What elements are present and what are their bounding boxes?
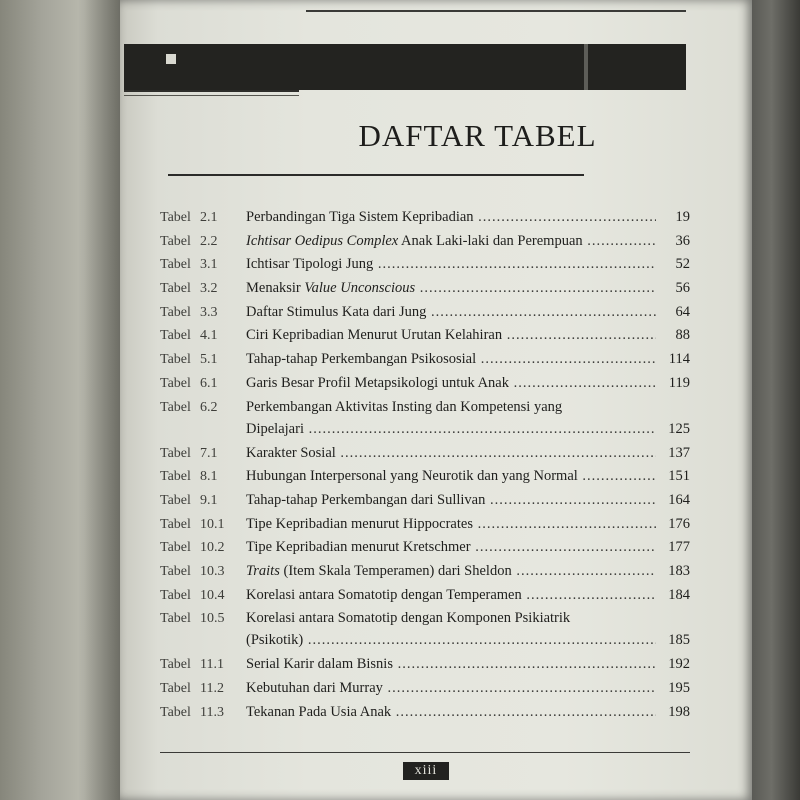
entry-title-line2: (Psikotik) ..... [246, 629, 656, 653]
entry-title-line1: Korelasi antara Somatotip dengan Komponen Psikiatrik [246, 610, 571, 627]
entry-label: Tabel [160, 587, 191, 603]
entry-page: 177 [668, 539, 690, 556]
entry-page: 185 [668, 632, 690, 649]
header-rule [306, 10, 686, 12]
title-rule [168, 174, 584, 176]
entry-title: Menaksir Value Unconscious ..... [246, 277, 656, 301]
entry-number: 5.1 [200, 352, 218, 368]
entry-page: 198 [668, 703, 690, 720]
chapter-banner [124, 44, 686, 90]
list-item [160, 301, 690, 325]
entry-page: 52 [675, 256, 690, 273]
entry-page: 151 [668, 468, 690, 485]
entry-number: 7.1 [200, 445, 218, 461]
entry-label: Tabel [160, 281, 191, 297]
entry-page: 125 [668, 420, 690, 437]
entry-title: Hubungan Interpersonal yang Neurotik dan yang Normal ..... [246, 465, 656, 489]
list-item [160, 230, 690, 254]
entry-label: Tabel [160, 233, 191, 249]
entry-title: Korelasi antara Somatotip dengan Temperamen ..... [246, 584, 656, 608]
banner-divider [584, 44, 588, 90]
entry-number: 10.3 [200, 563, 225, 579]
entry-label: Tabel [160, 516, 191, 532]
entry-number: 10.4 [200, 587, 225, 603]
entry-label: Tabel [160, 375, 191, 391]
entry-page: 192 [668, 656, 690, 673]
entry-label: Tabel [160, 328, 191, 344]
entry-number: 11.3 [200, 704, 224, 720]
entry-number: 3.3 [200, 304, 218, 320]
list-item [160, 560, 690, 584]
list-item [160, 348, 690, 372]
entry-title: Kebutuhan dari Murray ..... [246, 677, 656, 701]
list-item [160, 513, 690, 537]
entry-page: 119 [668, 374, 690, 391]
entry-title: Tahap-tahap Perkembangan Psikososial ..... [246, 348, 656, 372]
entry-title: Ichtisar Oedipus Complex Anak Laki-laki dan Perempuan ..... [246, 230, 656, 254]
entry-title: Tipe Kepribadian menurut Hippocrates ..... [246, 513, 656, 537]
table-list [160, 206, 690, 724]
entry-label: Tabel [160, 563, 191, 579]
list-item [160, 607, 690, 653]
entry-label: Tabel [160, 257, 191, 273]
entry-label: Tabel [160, 492, 191, 508]
list-item [160, 584, 690, 608]
entry-label: Tabel [160, 399, 191, 415]
list-item [160, 442, 690, 466]
entry-page: 164 [668, 491, 690, 508]
entry-number: 8.1 [200, 469, 218, 485]
list-item [160, 206, 690, 230]
banner-square-ornament [166, 54, 176, 64]
entry-number: 6.2 [200, 399, 218, 415]
banner-underline [124, 90, 299, 92]
entry-title: Traits (Item Skala Temperamen) dari Sheldon ..... [246, 560, 656, 584]
footer-rule [160, 752, 690, 753]
list-item [160, 653, 690, 677]
entry-title: Serial Karir dalam Bisnis ..... [246, 653, 656, 677]
page-title: DAFTAR TABEL [358, 118, 597, 153]
entry-title: Tipe Kepribadian menurut Kretschmer ..... [246, 536, 656, 560]
entry-number: 10.2 [200, 540, 225, 556]
entry-title: Perbandingan Tiga Sistem Kepribadian ..... [246, 206, 656, 230]
list-item [160, 489, 690, 513]
entry-number: 11.1 [200, 657, 224, 673]
entry-page: 137 [668, 444, 690, 461]
entry-page: 56 [675, 280, 690, 297]
entry-title: Daftar Stimulus Kata dari Jung ..... [246, 301, 656, 325]
entry-number: 6.1 [200, 375, 218, 391]
list-item [160, 701, 690, 725]
list-item [160, 372, 690, 396]
entry-title-line1: Perkembangan Aktivitas Insting dan Kompetensi yang [246, 398, 563, 415]
entry-label: Tabel [160, 469, 191, 485]
entry-label: Tabel [160, 304, 191, 320]
entry-page: 36 [675, 232, 690, 249]
entry-title: Ciri Kepribadian Menurut Urutan Kelahiran ..... [246, 324, 656, 348]
list-item [160, 324, 690, 348]
entry-title: Karakter Sosial ..... [246, 442, 656, 466]
entry-number: 9.1 [200, 492, 218, 508]
entry-page: 64 [675, 303, 690, 320]
entry-label: Tabel [160, 611, 191, 627]
entry-title: Tekanan Pada Usia Anak ..... [246, 701, 656, 725]
entry-number: 2.2 [200, 233, 218, 249]
page-edge-right [752, 0, 800, 800]
entry-number: 3.1 [200, 257, 218, 273]
entry-number: 10.5 [200, 611, 225, 627]
banner-underline-thin [124, 95, 299, 96]
entry-page: 19 [675, 209, 690, 225]
entry-page: 176 [668, 515, 690, 532]
page-number: xiii [403, 762, 449, 780]
list-item [160, 677, 690, 701]
list-item [160, 465, 690, 489]
list-item [160, 253, 690, 277]
entry-label: Tabel [160, 210, 191, 225]
entry-label: Tabel [160, 704, 191, 720]
list-item [160, 536, 690, 560]
entry-label: Tabel [160, 657, 191, 673]
list-item [160, 277, 690, 301]
entry-title-line2: Dipelajari ..... [246, 418, 656, 442]
entry-number: 3.2 [200, 281, 218, 297]
entry-title: Tahap-tahap Perkembangan dari Sullivan ..... [246, 489, 656, 513]
entry-number: 10.1 [200, 516, 225, 532]
entry-page: 195 [668, 680, 690, 696]
entry-title: Ichtisar Tipologi Jung ..... [246, 253, 656, 277]
entry-number: 11.2 [200, 681, 224, 696]
entry-number: 4.1 [200, 328, 218, 344]
entry-page: 184 [668, 586, 690, 603]
entry-page: 88 [675, 327, 690, 344]
entry-page: 114 [668, 351, 690, 368]
entry-label: Tabel [160, 352, 191, 368]
entry-number: 2.1 [200, 210, 218, 225]
entry-label: Tabel [160, 681, 191, 696]
entry-label: Tabel [160, 540, 191, 556]
list-item [160, 396, 690, 442]
entry-title: Garis Besar Profil Metapsikologi untuk Anak ..... [246, 372, 656, 396]
entry-label: Tabel [160, 445, 191, 461]
entry-page: 183 [668, 562, 690, 579]
